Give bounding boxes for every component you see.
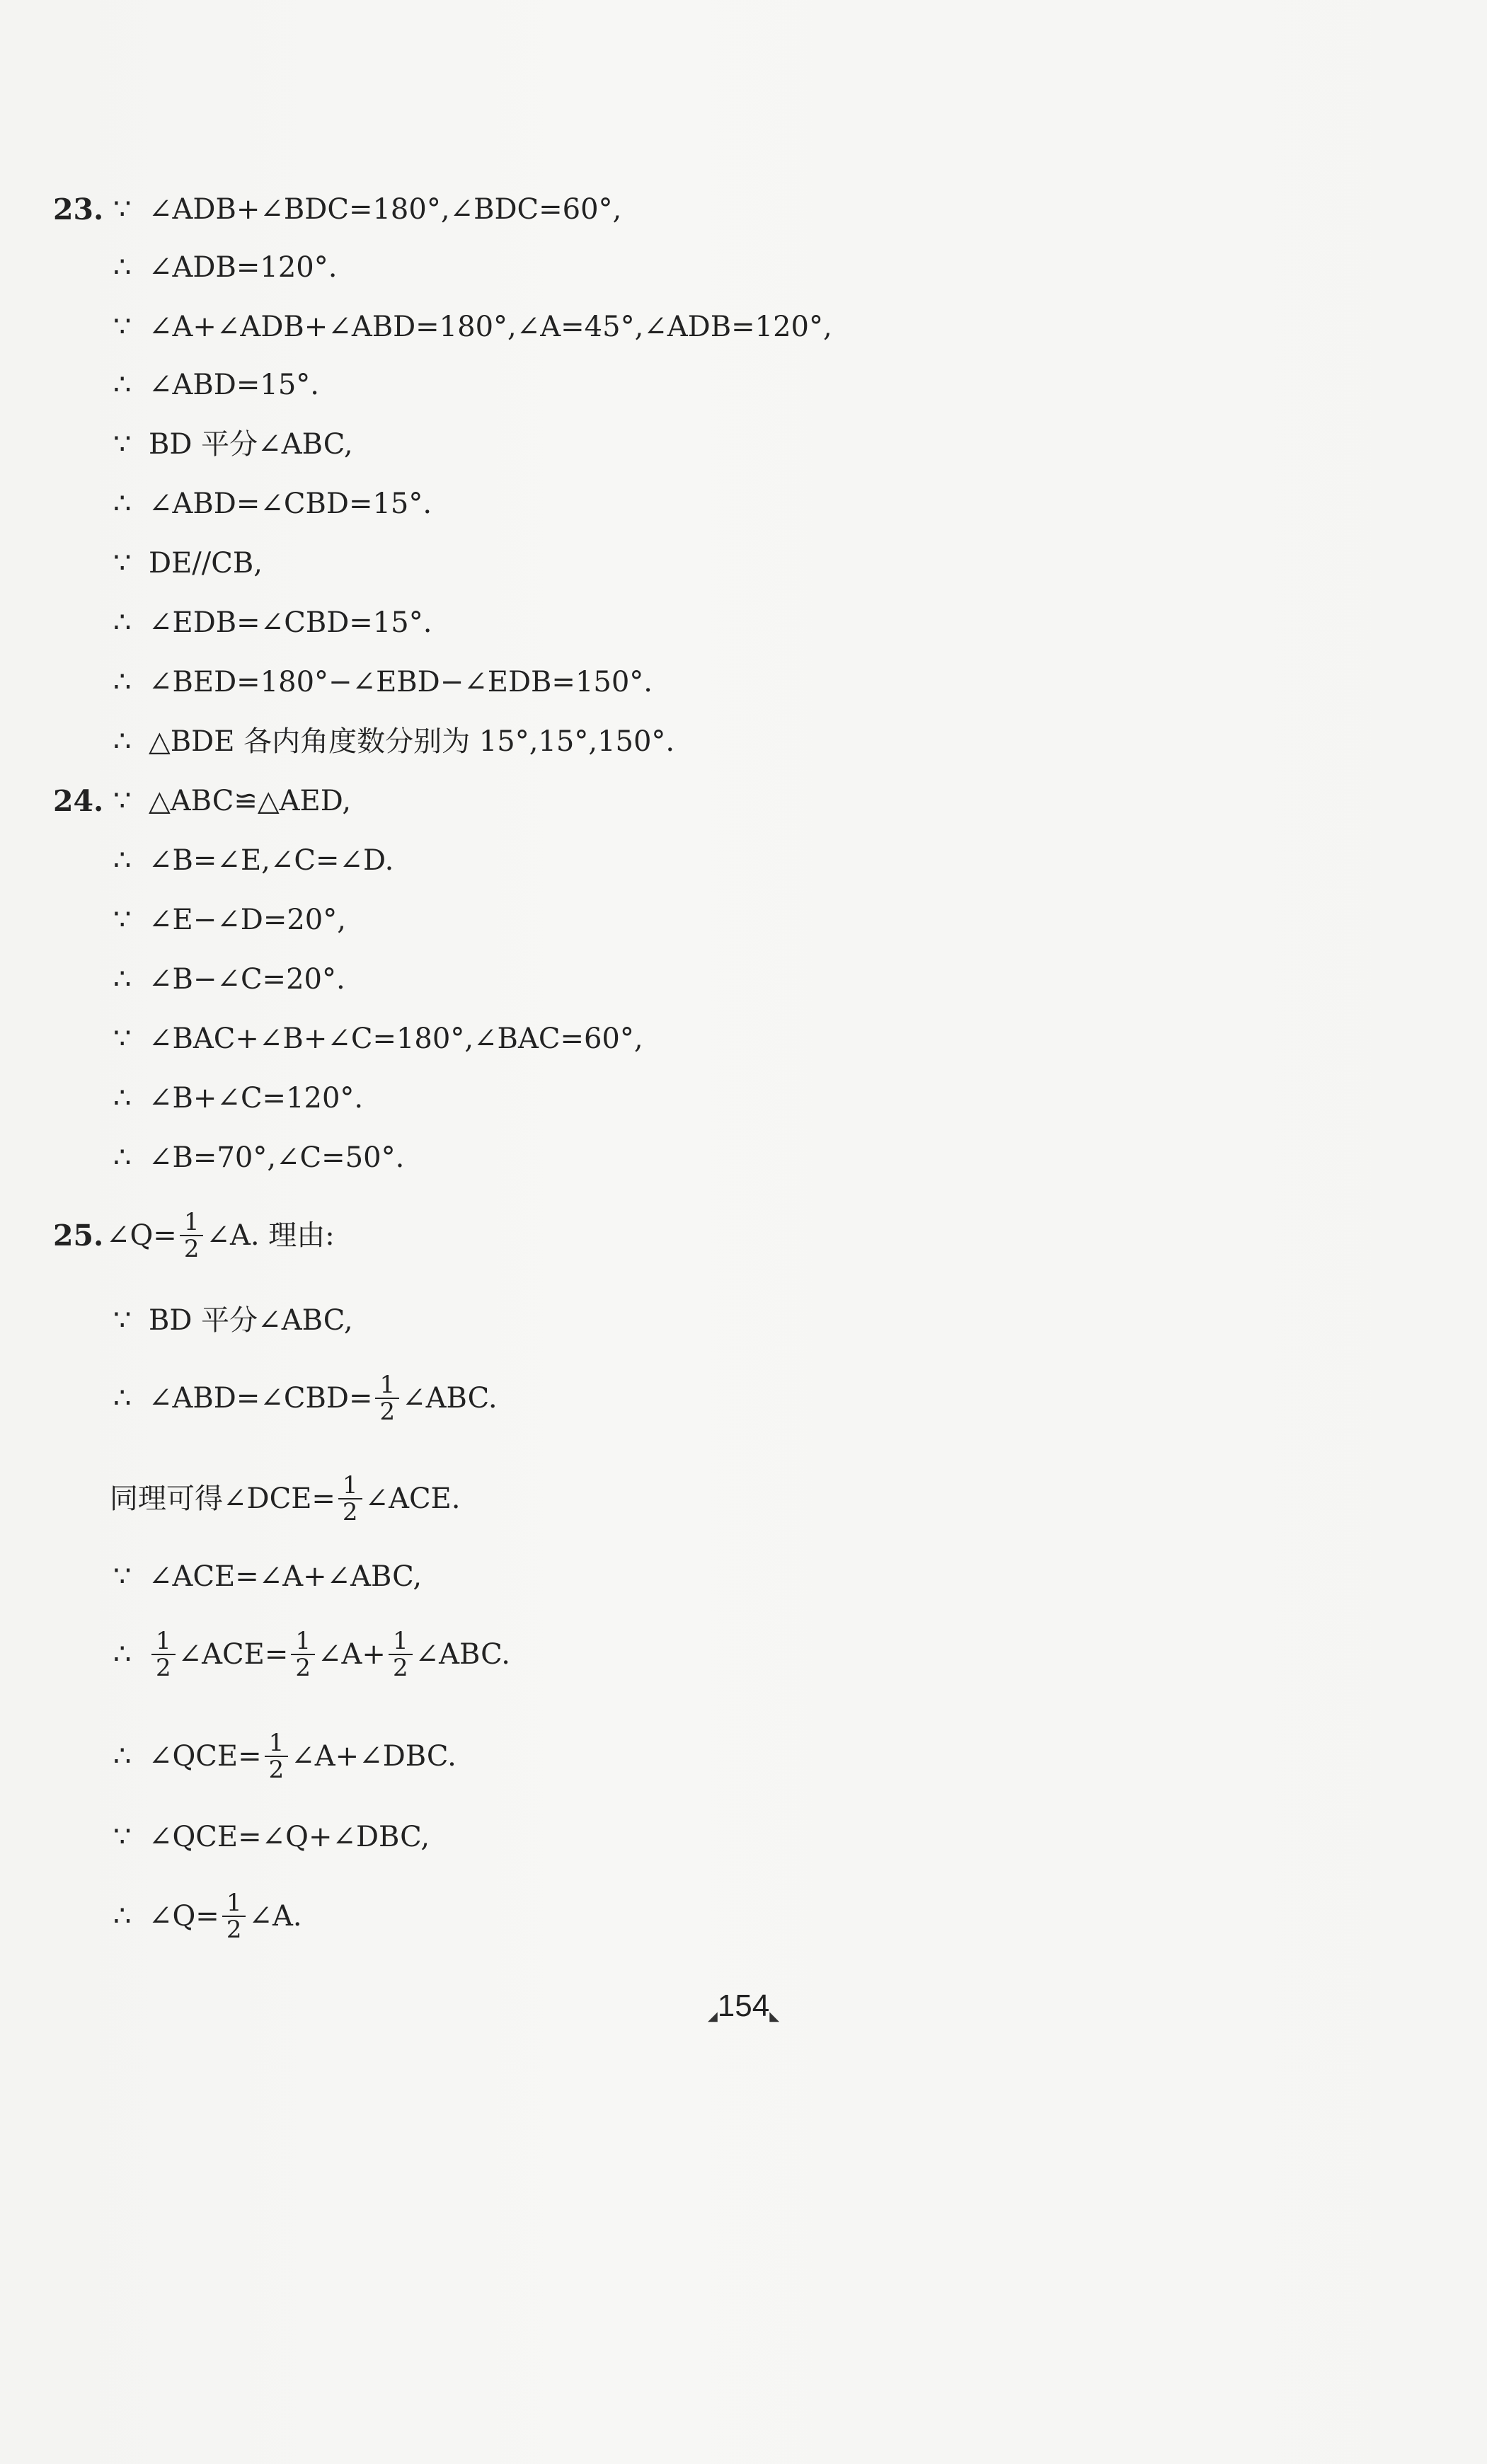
page-number-text: 154 (717, 1988, 770, 2023)
therefore-symbol: ∴ (113, 1900, 132, 1933)
therefore-symbol: ∴ (113, 1740, 132, 1773)
page-number (0, 1988, 1487, 2024)
because-symbol: ∵ (113, 785, 132, 817)
q25-statement-b: ∠A. 理由: (206, 1219, 335, 1252)
q25-line-5-c: ∠ABC. (415, 1638, 511, 1671)
q23-line-8 (113, 604, 432, 641)
q24-line-5-text: ∠BAC+∠B+∠C=180°,∠BAC=60°, (149, 1023, 643, 1055)
because-symbol: ∵ (113, 1560, 132, 1593)
q23-line-9 (113, 664, 653, 701)
therefore-symbol: ∴ (113, 963, 132, 996)
q25-line-8-b: ∠A. (248, 1900, 302, 1933)
q24-line-5 (113, 1020, 643, 1057)
question-23-number: 23. (53, 192, 104, 226)
fraction-one-half: $\frac{1}{2}$ (265, 1730, 289, 1783)
because-symbol: ∵ (113, 547, 132, 580)
fraction-one-half: $\frac{1}{2}$ (389, 1628, 413, 1681)
q24-line-2-text: ∠B=∠E,∠C=∠D. (149, 844, 394, 877)
q25-line-4-text: ∠ACE=∠A+∠ABC, (149, 1560, 423, 1593)
q23-line-9-text: ∠BED=180°−∠EBD−∠EDB=150°. (149, 666, 653, 698)
q25-line-7 (113, 1819, 430, 1855)
therefore-symbol: ∴ (113, 844, 132, 877)
q23-line-6-text: ∠ABD=∠CBD=15°. (149, 488, 432, 520)
therefore-symbol: ∴ (113, 1638, 132, 1671)
q23-line-2-text: ∠ADB=120°. (149, 251, 338, 284)
therefore-symbol: ∴ (113, 251, 132, 284)
question-25-number: 25. (53, 1219, 104, 1253)
q24-line-3-text: ∠E−∠D=20°, (149, 904, 346, 936)
q23-line-4 (113, 367, 319, 403)
therefore-symbol: ∴ (113, 488, 132, 520)
q24-line-7 (113, 1139, 404, 1176)
q25-line-6-a: ∠QCE= (149, 1740, 262, 1773)
q23-line-1 (113, 191, 621, 228)
therefore-symbol: ∴ (113, 1082, 132, 1115)
therefore-symbol: ∴ (113, 369, 132, 401)
q25-line-8-a: ∠Q= (149, 1900, 219, 1933)
q23-line-2 (113, 249, 337, 286)
q23-line-5-text: BD 平分∠ABC, (149, 428, 353, 461)
q25-line-5-a: ∠ACE= (178, 1638, 289, 1671)
q25-statement (106, 1203, 335, 1268)
q25-line-2 (113, 1366, 498, 1431)
q23-line-3-text: ∠A+∠ADB+∠ABD=180°,∠A=45°,∠ADB=120°, (149, 311, 832, 343)
q25-line-2-b: ∠ABC. (402, 1382, 498, 1415)
q25-statement-a: ∠Q= (106, 1219, 177, 1252)
fraction-one-half: $\frac{1}{2}$ (291, 1628, 315, 1681)
because-symbol: ∵ (113, 1023, 132, 1055)
because-symbol: ∵ (113, 904, 132, 936)
q24-line-6 (113, 1080, 363, 1117)
q25-line-1-text: BD 平分∠ABC, (149, 1304, 353, 1337)
q24-line-1-text: △ABC≌△AED, (149, 785, 352, 817)
q24-line-1 (113, 783, 351, 819)
fraction-one-half: $\frac{1}{2}$ (151, 1628, 176, 1681)
therefore-symbol: ∴ (113, 725, 132, 758)
question-24-number: 24. (53, 784, 104, 818)
q25-line-7-text: ∠QCE=∠Q+∠DBC, (149, 1821, 430, 1853)
because-symbol: ∵ (113, 193, 132, 226)
q25-line-8 (113, 1884, 302, 1949)
q24-line-2 (113, 842, 394, 879)
q25-line-4 (113, 1558, 422, 1595)
because-symbol: ∵ (113, 1304, 132, 1337)
q25-line-5 (113, 1622, 510, 1687)
q24-line-3 (113, 902, 346, 938)
triangle-right-icon: ◣ (769, 2009, 780, 2023)
therefore-symbol: ∴ (113, 1141, 132, 1174)
q25-line-3 (110, 1466, 460, 1531)
triangle-left-icon: ◢ (707, 2009, 718, 2023)
q24-line-7-text: ∠B=70°,∠C=50°. (149, 1141, 405, 1174)
q25-line-3-b: ∠ACE. (364, 1483, 461, 1515)
fraction-one-half: $\frac{1}{2}$ (222, 1890, 246, 1942)
q25-line-3-a: 同理可得∠DCE= (110, 1483, 335, 1515)
therefore-symbol: ∴ (113, 666, 132, 698)
q23-line-10 (113, 723, 674, 760)
q24-line-6-text: ∠B+∠C=120°. (149, 1082, 364, 1115)
fraction-one-half: $\frac{1}{2}$ (375, 1372, 399, 1424)
q25-line-5-b: ∠A+ (318, 1638, 386, 1671)
therefore-symbol: ∴ (113, 1382, 132, 1415)
q23-line-4-text: ∠ABD=15°. (149, 369, 319, 401)
fraction-one-half: $\frac{1}{2}$ (338, 1473, 362, 1525)
q24-line-4-text: ∠B−∠C=20°. (149, 963, 345, 996)
q25-line-1 (113, 1302, 353, 1339)
fraction-one-half: $\frac{1}{2}$ (180, 1209, 204, 1262)
q23-line-6 (113, 485, 432, 522)
q23-line-7-text: DE//CB, (149, 547, 263, 580)
because-symbol: ∵ (113, 311, 132, 343)
q23-line-5 (113, 426, 353, 463)
because-symbol: ∵ (113, 428, 132, 461)
q23-line-10-text: △BDE 各内角度数分别为 15°,15°,150°. (149, 725, 675, 758)
q23-line-3 (113, 309, 832, 345)
q23-line-7 (113, 545, 263, 582)
q25-line-2-a: ∠ABD=∠CBD= (149, 1382, 373, 1415)
therefore-symbol: ∴ (113, 606, 132, 639)
q25-line-6-b: ∠A+∠DBC. (291, 1740, 457, 1773)
q23-line-1-text: ∠ADB+∠BDC=180°,∠BDC=60°, (149, 193, 622, 226)
q24-line-4 (113, 961, 345, 998)
q25-line-6 (113, 1724, 457, 1789)
because-symbol: ∵ (113, 1821, 132, 1853)
q23-line-8-text: ∠EDB=∠CBD=15°. (149, 606, 432, 639)
